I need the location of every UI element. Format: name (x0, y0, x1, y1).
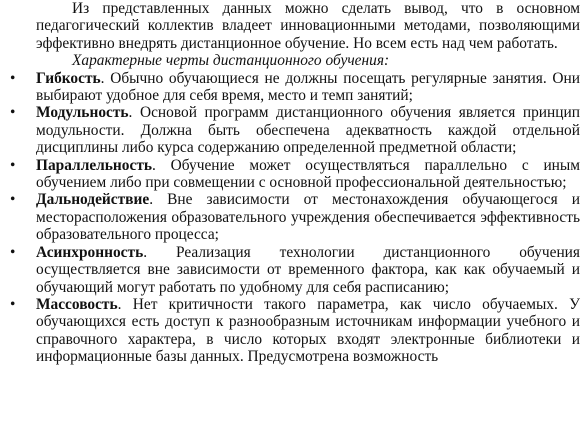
feature-term: Модульность (36, 104, 129, 122)
feature-description: . Реализация технологии дистанционного обучения осуществляется вне зависимости от временного фактора, как как обучаемый и обучающий могут работать по удобному для себя расписанию; (36, 243, 580, 296)
list-item (0, 191, 588, 243)
feature-description: . Обычно обучающиеся не должны посещать регулярные занятия. Они выбирают удобное для себя время, место и темп занятий; (36, 69, 580, 105)
list-item (0, 157, 588, 192)
features-subheading: Характерные черты дистанционного обучения: (72, 52, 390, 70)
bullet-icon: • (10, 69, 16, 87)
list-item (0, 244, 588, 296)
bullet-icon: • (10, 243, 16, 261)
feature-description: . Основой программ дистанционного обучения является принцип модульности. Должна быть обеспечена адекватность каждой отдельной дисциплины либо курса содержанию определенной предметной области; (36, 104, 580, 157)
bullet-icon: • (10, 191, 16, 209)
list-item (0, 104, 588, 156)
intro-paragraph: Из представленных данных можно сделать вывод, что в основном педагогический коллектив владеет инновационными методами, позволяющими эффективно внедрять дистанционное обучение. Но всем есть над чем работать. (36, 0, 580, 52)
feature-description: . Нет критичности такого параметра, как число обучаемых. У обучающихся есть доступ к разнообразным источникам информации учебного и справочного характера, в число которых входят электронные библиотеки и информационные базы данных. Предусмотрена возможность (36, 295, 580, 366)
feature-term: Дальнодействие (36, 191, 150, 209)
bullet-icon: • (10, 295, 16, 313)
feature-description: . Вне зависимости от местонахождения обучающегося и месторасположения образовательного учреждения обеспечивается эффективность образовательного процесса; (36, 191, 580, 244)
bullet-icon: • (10, 156, 16, 174)
feature-term: Асинхронность (36, 243, 144, 261)
feature-term: Гибкость (36, 69, 101, 87)
feature-term: Массовость (36, 295, 118, 313)
bullet-icon: • (10, 104, 16, 122)
features-list (0, 70, 588, 366)
list-item (0, 296, 588, 366)
feature-term: Параллельность (36, 156, 153, 174)
list-item (0, 70, 588, 105)
feature-description: . Обучение может осуществляться параллельно с иным обучением либо при совмещении с основной профессиональной деятельностью; (36, 156, 580, 192)
